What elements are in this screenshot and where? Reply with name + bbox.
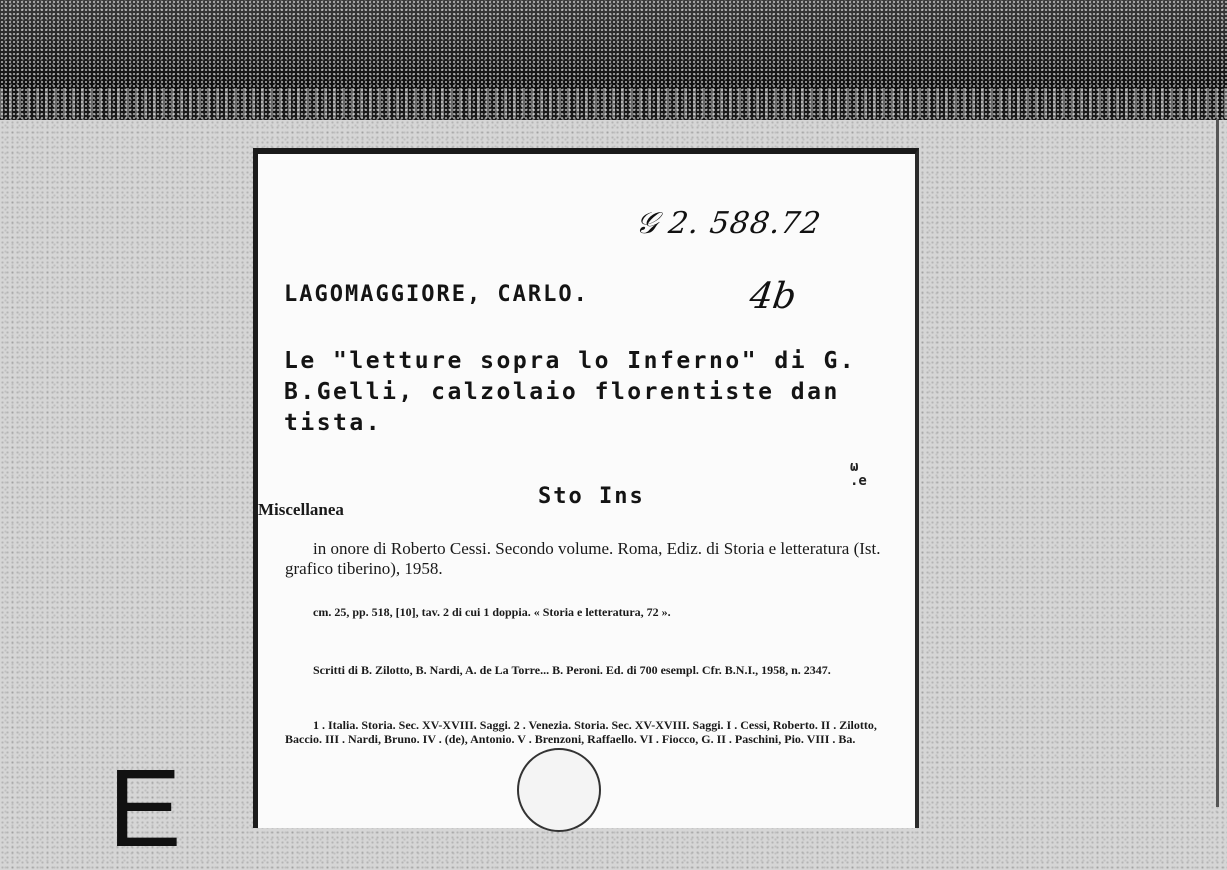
entry-collation: cm. 25, pp. 518, [10], tav. 2 di cui 1 doppia. « Storia e letteratura, 72 ». [313, 605, 671, 619]
title-line-2: B.Gelli, calzolaio florentiste dan [284, 379, 840, 405]
title-line-1: Le "letture sopra lo Inferno" di G. [284, 348, 857, 374]
entry-heading: Miscellanea [258, 500, 344, 519]
volume-mark: 4b [747, 276, 799, 317]
entry-imprint: in onore di Roberto Cessi. Secondo volume. Roma, Ediz. di Storia e letteratura (Ist. grafico tiberino), 1958. [285, 539, 881, 578]
punch-hole [517, 748, 601, 832]
author-name: LAGOMAGGIORE, CARLO. [284, 282, 589, 307]
title-block [284, 346, 904, 439]
shelf-mark: Sto Ins [538, 484, 645, 509]
frame-edge-line [1216, 120, 1219, 807]
background-letter: E [108, 747, 182, 870]
title-line-3: tista. [284, 410, 383, 436]
side-mark: ω .e [850, 459, 867, 489]
entry-contents: Scritti di B. Zilotto, B. Nardi, A. de La Torre... B. Peroni. Ed. di 700 esempl. Cfr. B.N.I., 1958, n. 2347. [313, 663, 831, 677]
call-number: 𝒢 2. 588.72 [633, 206, 824, 241]
film-edge-band [0, 0, 1227, 120]
entry-subjects: 1 . Italia. Storia. Sec. XV-XVIII. Saggi. 2 . Venezia. Storia. Sec. XV-XVIII. Saggi. I . Cessi, Roberto. II . Zilotto, Baccio. III . Nardi, Bruno. IV . (de), Antonio. V . Brenzoni, Raffaello. VI . Fiocco, G. II . Paschini, Pio. VIII . Ba. [285, 718, 877, 746]
